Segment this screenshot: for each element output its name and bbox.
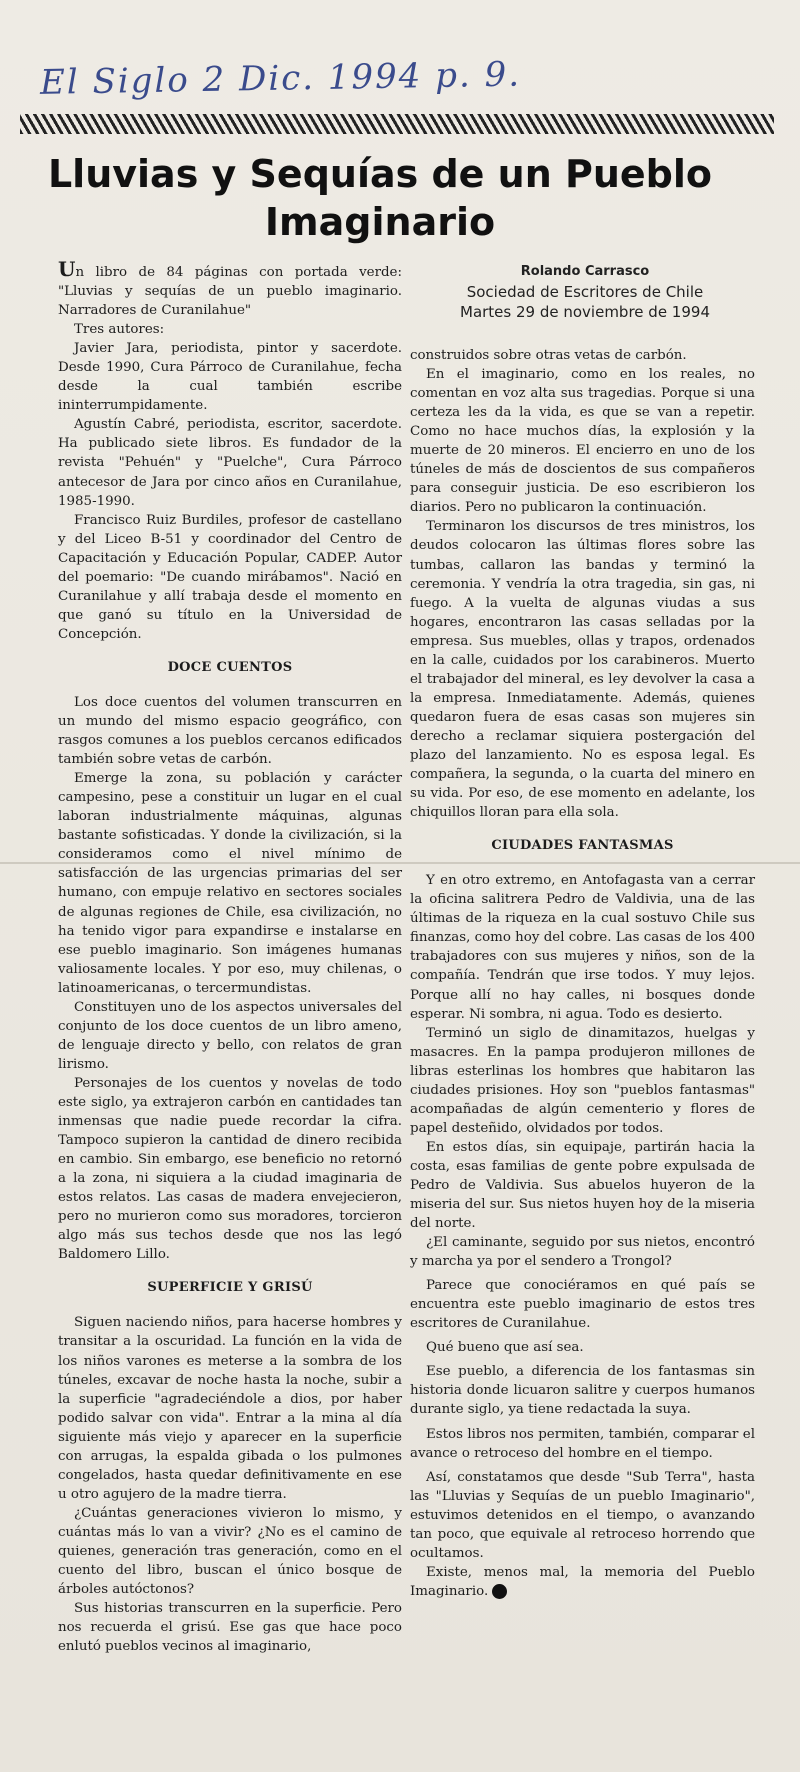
paragraph-ciud-5: Parece que conociéramos en qué país se encuentra este pueblo imaginario de estos tres escritores de Curanilahue. — [410, 1278, 755, 1332]
section-heading-doce-cuentos: DOCE CUENTOS — [167, 659, 293, 675]
paragraph-ciud-7: Ese pueblo, a diferencia de los fantasmas sin historia donde licuaron salitre y cuerpos humanos durante siglo, ya tiene redactada la suya. — [410, 1364, 755, 1418]
column-left — [58, 257, 402, 1656]
byline — [420, 262, 750, 322]
paragraph-sup-3: Sus historias transcurren en la superficie. Pero nos recuerda el grisú. Ese gas que hace poco enlutó pueblos vecinos al imaginario, — [58, 1601, 402, 1655]
paragraph-ciud-2: Terminó un siglo de dinamitazos, huelgas y masacres. En la pampa produjeron millones de libras esterlinas los hombres que habitaron las ciudades prisiones. Hoy son "pueblos fantasmas" acompañadas de algún cementerio y flores de papel desteñido, olvidados por todos. — [410, 1025, 755, 1136]
headline: Lluvias y Sequías de un Pueblo Imaginario — [47, 152, 713, 244]
drop-cap: U — [58, 257, 76, 281]
paragraph-doce-2: Emerge la zona, su población y carácter campesino, pese a constituir un lugar en el cual laboran industrialmente máquinas, algunas bastante sofisticadas. Y donde la civilización, si la consideramos como el nivel mínimo de satisfacción de las urgencias primarias del ser humano, con empuje relativo en sectores sociales de algunas regiones de Chile, esa civilización, no ha tenido vigor para expandirse e instalarse en ese pueblo imaginario. Son imágenes humanas valiosamente locales. Y por eso, muy chilenas, o latinoamericanas, o tercermundistas. — [58, 771, 402, 996]
autores-label: Tres autores: — [74, 322, 165, 338]
byline-author: Rolando Carrasco — [520, 264, 650, 279]
closing-text: Existe, menos mal, la memoria del Pueblo Imaginario. — [410, 1564, 755, 1599]
paragraph-doce-3: Constituyen uno de los aspectos universales del conjunto de los doce cuentos de un libro ameno, de lenguaje directo y bello, con relatos de gran lirismo. — [58, 999, 402, 1072]
handwritten-annotation: El Siglo 2 Dic. 1994 p. 9. — [39, 54, 522, 103]
paragraph-sup-2: ¿Cuántas generaciones vivieron lo mismo, y cuántas más lo van a vivir? ¿No es el camino de quienes, generación tras generación, como en el cuento del libro, buscan el único bosque de árboles autóctonos? — [58, 1505, 402, 1598]
paragraph-ciud-6: Qué bueno que así sea. — [426, 1340, 584, 1356]
section-heading-superficie: SUPERFICIE Y GRISÚ — [147, 1280, 313, 1296]
byline-organization: Sociedad de Escritores de Chile — [466, 283, 704, 301]
column-right — [410, 346, 755, 1601]
paragraph-sup-1: Siguen naciendo niños, para hacerse hombres y transitar a la oscuridad. La función en la vida de los niños varones es meterse a la sombra de los túneles, excavar de noche hasta la noche, subir a la superficie "agradeciéndole a dios, por haber podido salvar con vida". Entrar a la mina al día siguiente más viejo y aparecer en la superficie con arrugas, la espalda gibada o los pulmones congelados, hasta quedar definitivamente en ese u otro agujero de la madre tierra. — [58, 1315, 402, 1502]
paragraph-doce-4: Personajes de los cuentos y novelas de todo este siglo, ya extrajeron carbón en cantidades tan inmensas que nadie puede recordar la cifra. Tampoco supieron la cantidad de dinero recibida en cambio. Sin embargo, ese beneficio no retornó a la zona, ni siquiera a la ciudad imaginaria de estos relatos. Las casas de madera envejecieron, pero no murieron como sus moradores, torcieron algo más sus techos desde que nos las legó Baldomero Lillo. — [58, 1075, 402, 1263]
paragraph-jara: Javier Jara, periodista, pintor y sacerdote. Desde 1990, Cura Párroco de Curanilahue, fecha desde la cual también escribe ininterrumpidamente. — [58, 341, 402, 414]
paragraph-ciud-9: Así, constatamos que desde "Sub Terra", hasta las "Lluvias y Sequías de un pueblo Imaginario", estuvimos detenidos en el tiempo, o avanzando tan poco, que equivale al retroceso horrendo que ocultamos. — [410, 1469, 755, 1561]
end-mark-icon — [492, 1584, 507, 1599]
intro-text: n libro de 84 páginas con portada verde: "Lluvias y sequías de un pueblo imaginario. Narradores de Curanilahue" — [58, 265, 402, 319]
fold-crease — [0, 862, 800, 864]
paragraph-terminaron: Terminaron los discursos de tres ministros, los deudos colocaron las últimas flores sobre las tumbas, callaron las bandas y terminó la ceremonia. Y vendría la otra tragedia, sin gas, ni fuego. A la vuelta de algunas viudas a sus hogares, encontraron las casas selladas por la empresa. Sus muebles, ollas y trapos, ordenados en la calle, cuidados por los carabineros. Muerto el trabajador del mineral, es ley devolver la casa a la empresa. Inmediatamente. Además, quienes quedaron fuera de esas casas son mujeres sin derecho a reclamar siquiera postergación del plazo del lanzamiento. No es esposa legal. Es compañera, la segunda, o la cuarta del minero en su vida. Por eso, de ese momento en adelante, los chiquillos lloran para ella sola. — [410, 519, 755, 821]
paragraph-ciud-8: Estos libros nos permiten, también, comparar el avance o retroceso del hombre en el tiempo. — [410, 1426, 755, 1461]
paragraph-doce-1: Los doce cuentos del volumen transcurren en un mundo del mismo espacio geográfico, con rasgos comunes a los pueblos cercanos edificados también sobre vetas de carbón. — [58, 694, 402, 768]
paragraph-ciud-3: En estos días, sin equipaje, partirán hacia la costa, esas familias de gente pobre expulsada de Pedro de Valdivia. Sus abuelos huyeron de la miseria del sur. Sus nietos huyen hoy de la miseria del norte. — [410, 1139, 755, 1232]
byline-date: Martes 29 de noviembre de 1994 — [460, 303, 710, 321]
paragraph-continuation: construidos sobre otras vetas de carbón. — [410, 348, 687, 363]
section-heading-ciudades: CIUDADES FANTASMAS — [491, 838, 674, 854]
hatched-rule — [20, 114, 774, 134]
paragraph-imaginario: En el imaginario, como en los reales, no comentan en voz alta sus tragedias. Porque si una certeza les da la vida, es que se van a repetir. Como no hace muchos días, la explosión y la muerte de 20 mineros. El encierro en uno de los túneles de más de doscientos de sus compañeros para conseguir justicia. De eso escribieron los diarios. Pero no publicaron la continuación. — [410, 367, 755, 516]
paragraph-ruiz: Francisco Ruiz Burdiles, profesor de castellano y del Liceo B-51 y coordinador del Centro de Capacitación y Educación Popular, CADEP. Autor del poemario: "De cuando mirábamos". Nació en Curanilahue y allí trabaja desde el momento en que ganó su título en la Universidad de Concepción. — [58, 512, 402, 642]
paragraph-cabre: Agustín Cabré, periodista, escritor, sacerdote. Ha publicado siete libros. Es fundador de la revista "Pehuén" y "Puelche", Cura Párroco antecesor de Jara por cinco años en Curanilahue, 1985-1990. — [58, 417, 402, 509]
paragraph-ciud-4: ¿El caminante, seguido por sus nietos, encontró y marcha ya por el sendero a Trongol? — [410, 1235, 755, 1270]
paragraph-ciud-1: Y en otro extremo, en Antofagasta van a cerrar la oficina salitrera Pedro de Valdivia, una de las últimas de la riqueza en la cual sostuvo Chile sus finanzas, como hoy del cobre. Las casas de los 400 trabajadores con sus mujeres y niños, son de la compañía. Tendrán que irse todos. Y muy lejos. Porque allí no hay calles, ni bosques donde esperar. Ni sombra, ni agua. Todo es desierto. — [410, 873, 755, 1022]
paragraph-ciud-10 — [410, 1563, 755, 1601]
intro-paragraph — [58, 257, 402, 320]
